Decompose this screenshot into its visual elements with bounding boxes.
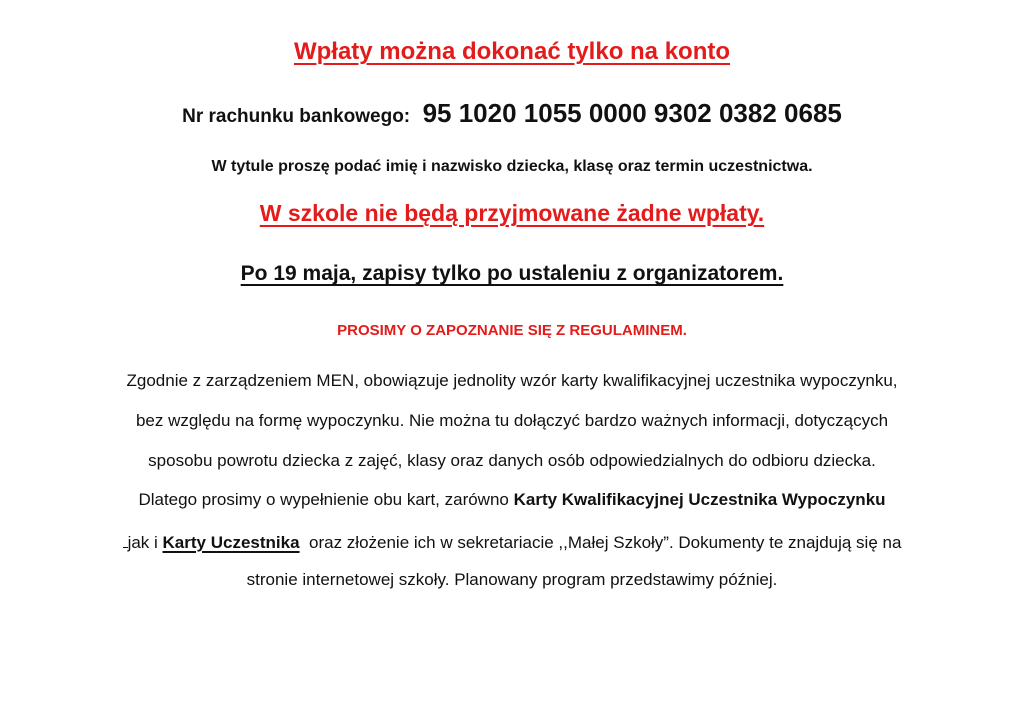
- paragraph-text: jak i: [127, 533, 163, 552]
- no-payments-text: W szkole nie będą przyjmowane żadne wpłaty.: [259, 200, 765, 226]
- heading-text: Wpłaty można dokonać tylko na konto: [293, 38, 731, 65]
- paragraph-text: Dlatego prosimy o wypełnienie obu kart, zarówno: [138, 490, 514, 509]
- after-may-notice: [0, 262, 1024, 286]
- paragraph-line: [0, 530, 1024, 553]
- participant-card-name: Karty Uczestnika: [162, 533, 300, 552]
- paragraph-line: bez względu na formę wypoczynku. Nie można tu dołączyć bardzo ważnych informacji, dotyczących: [135, 411, 889, 430]
- paragraph-text: oraz złożenie ich w sekretariacie ,,Małej Szkoły”. Dokumenty te znajdują się na: [299, 533, 902, 552]
- qualification-card-name: Karty Kwalifikacyjnej Uczestnika Wypoczynku: [513, 490, 886, 509]
- account-number: 95 1020 1055 0000 9302 0382 0685: [422, 98, 842, 128]
- paragraph-line: sposobu powrotu dziecka z zajęć, klasy oraz danych osób odpowiedzialnych do odbioru dziecka.: [148, 451, 876, 470]
- paragraph-line: [0, 490, 1024, 510]
- paragraph-line: Zgodnie z zarządzeniem MEN, obowiązuje jednolity wzór karty kwalifikacyjnej uczestnika wypoczynku,: [126, 371, 898, 390]
- no-payments-at-school-notice: [0, 200, 1024, 227]
- heading-payments-account-only: [0, 38, 1024, 66]
- transfer-title-note: W tytule proszę podać imię i nazwisko dziecka, klasę oraz termin uczestnictwa.: [211, 158, 813, 175]
- paragraph-line: stronie internetowej szkoły. Planowany program przedstawimy później.: [246, 570, 778, 589]
- after-may-text: Po 19 maja, zapisy tylko po ustaleniu z organizatorem.: [240, 262, 784, 285]
- bank-account-line: [0, 98, 1024, 129]
- regulations-notice: PROSIMY O ZAPOZNANIE SIĘ Z REGULAMINEM.: [337, 322, 687, 339]
- account-label: Nr rachunku bankowego:: [182, 106, 411, 127]
